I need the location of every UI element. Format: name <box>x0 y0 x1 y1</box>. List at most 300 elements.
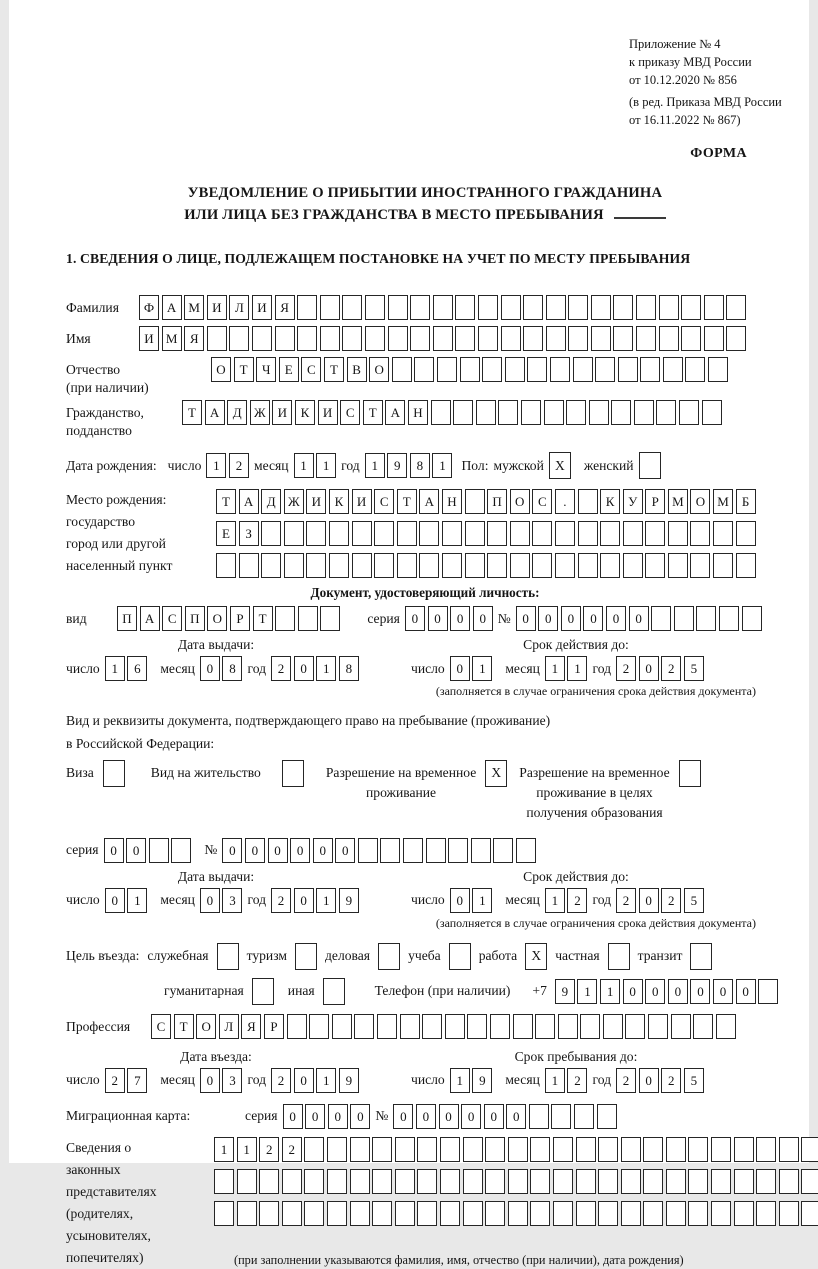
char-cell <box>397 553 417 578</box>
char-cell: 0 <box>639 888 659 913</box>
char-cell <box>508 1137 528 1162</box>
char-cell <box>640 357 660 382</box>
doc-number-cells <box>516 606 762 631</box>
char-cell <box>736 521 756 546</box>
stay-doc-dates <box>66 869 784 913</box>
purpose-humanitarian-label: гуманитарная <box>164 983 244 999</box>
char-cell <box>320 326 340 351</box>
char-cell <box>453 400 473 425</box>
stay-doc-note: (заполняется в случае ограничения срока действия документа) <box>435 915 756 930</box>
char-cell <box>685 357 705 382</box>
char-cell <box>400 1014 420 1039</box>
char-cell: И <box>272 400 292 425</box>
char-cell <box>546 326 566 351</box>
stay-until-fields <box>411 1068 784 1093</box>
month-label: месяц <box>160 892 195 908</box>
char-cell <box>237 1169 257 1194</box>
char-cell <box>216 553 236 578</box>
char-cell <box>392 357 412 382</box>
char-cell <box>440 1201 460 1226</box>
char-cell <box>756 1169 776 1194</box>
purpose-label: Цель въезда: <box>66 948 140 964</box>
char-cell <box>779 1201 799 1226</box>
stay-doc-series-row <box>66 838 784 863</box>
char-cell: А <box>419 489 439 514</box>
char-cell <box>448 838 468 863</box>
char-cell: 0 <box>561 606 581 631</box>
char-cell <box>388 295 408 320</box>
representatives-block <box>66 1137 784 1269</box>
issue-date-title: Дата выдачи: <box>177 637 255 653</box>
char-cell: Е <box>216 521 236 546</box>
surname-row <box>66 295 784 320</box>
char-cell: А <box>162 295 182 320</box>
sex-female-label: женский <box>583 457 634 473</box>
char-cell: 7 <box>127 1068 147 1093</box>
char-cell <box>327 1169 347 1194</box>
char-cell: 0 <box>538 606 558 631</box>
char-cell <box>734 1137 754 1162</box>
purpose-work-checkbox: X <box>525 943 547 970</box>
surname-cells <box>139 295 746 320</box>
char-cell: 0 <box>428 606 448 631</box>
sex-female-checkbox <box>639 452 661 479</box>
char-cell <box>419 553 439 578</box>
month-label: месяц <box>160 660 195 676</box>
stay-expiry-year-cells <box>616 888 704 913</box>
char-cell <box>558 1014 578 1039</box>
char-cell <box>736 553 756 578</box>
char-cell <box>591 295 611 320</box>
char-cell <box>287 1014 307 1039</box>
representatives-row3 <box>214 1201 818 1226</box>
char-cell <box>668 553 688 578</box>
char-cell <box>487 521 507 546</box>
char-cell <box>527 357 547 382</box>
day-label: число <box>66 892 100 908</box>
char-cell <box>663 357 683 382</box>
stay-doc-intro: Вид и реквизиты документа, подтверждающего право на пребывание (проживание) в Российской Федерации: <box>66 713 551 752</box>
char-cell: 0 <box>473 606 493 631</box>
char-cell: 0 <box>690 979 710 1004</box>
char-cell: 0 <box>439 1104 459 1129</box>
char-cell: 2 <box>282 1137 302 1162</box>
char-cell <box>688 1169 708 1194</box>
char-cell <box>568 295 588 320</box>
char-cell <box>465 553 485 578</box>
char-cell <box>690 553 710 578</box>
char-cell <box>320 606 340 631</box>
char-cell: 8 <box>222 656 242 681</box>
char-cell: М <box>184 295 204 320</box>
char-cell <box>779 1137 799 1162</box>
appendix-note-line: от 16.11.2022 № 867) <box>629 113 741 127</box>
char-cell: С <box>301 357 321 382</box>
char-cell: 0 <box>283 1104 303 1129</box>
char-cell: 1 <box>577 979 597 1004</box>
char-cell: 1 <box>105 656 125 681</box>
birth-place-row3 <box>216 553 756 578</box>
char-cell <box>555 553 575 578</box>
char-cell: 1 <box>316 656 336 681</box>
citizenship-cells <box>182 400 722 425</box>
char-cell: 0 <box>461 1104 481 1129</box>
char-cell: 5 <box>684 1068 704 1093</box>
char-cell <box>297 326 317 351</box>
char-cell <box>551 1104 571 1129</box>
char-cell <box>568 326 588 351</box>
char-cell: 0 <box>268 838 288 863</box>
until-year-cells <box>616 1068 704 1093</box>
char-cell: Я <box>275 295 295 320</box>
given-name-row <box>66 326 784 351</box>
char-cell <box>532 521 552 546</box>
until-day-cells <box>450 1068 493 1093</box>
char-cell <box>259 1169 279 1194</box>
char-cell: Т <box>253 606 273 631</box>
char-cell: И <box>207 295 227 320</box>
char-cell <box>716 1014 736 1039</box>
char-cell: 2 <box>661 1068 681 1093</box>
char-cell <box>742 606 762 631</box>
char-cell: 0 <box>200 656 220 681</box>
char-cell <box>671 1014 691 1039</box>
patronymic-label: Отчество (при наличии) <box>66 361 149 396</box>
doc-kind-cells <box>117 606 340 631</box>
expiry-date-title: Срок действия до: <box>523 637 629 653</box>
temp-residence-checkbox: X <box>485 760 507 787</box>
char-cell <box>666 1201 686 1226</box>
char-cell: 1 <box>214 1137 234 1162</box>
char-cell: Р <box>645 489 665 514</box>
char-cell <box>171 838 191 863</box>
purpose-official-checkbox <box>217 943 239 970</box>
char-cell: 0 <box>335 838 355 863</box>
char-cell <box>252 326 272 351</box>
year-label: год <box>341 457 360 473</box>
char-cell: А <box>140 606 160 631</box>
char-cell: 0 <box>736 979 756 1004</box>
char-cell: И <box>252 295 272 320</box>
char-cell: О <box>510 489 530 514</box>
stay-expiry-month-cells <box>545 888 588 913</box>
char-cell <box>659 326 679 351</box>
char-cell: 0 <box>583 606 603 631</box>
char-cell: 0 <box>245 838 265 863</box>
char-cell <box>463 1169 483 1194</box>
char-cell <box>603 1014 623 1039</box>
char-cell <box>666 1137 686 1162</box>
char-cell: 6 <box>127 656 147 681</box>
char-cell: 0 <box>516 606 536 631</box>
char-cell <box>410 295 430 320</box>
char-cell <box>350 1201 370 1226</box>
purpose-other-checkbox <box>323 978 345 1005</box>
char-cell: 8 <box>410 453 430 478</box>
char-cell <box>374 553 394 578</box>
doc-number-label: № <box>497 610 511 626</box>
char-cell: Р <box>230 606 250 631</box>
section1-heading: 1. СВЕДЕНИЯ О ЛИЦЕ, ПОДЛЕЖАЩЕМ ПОСТАНОВКЕ НА УЧЕТ ПО МЕСТУ ПРЕБЫВАНИЯ <box>66 250 691 266</box>
profession-label: Профессия <box>66 1018 131 1034</box>
char-cell: 1 <box>127 888 147 913</box>
char-cell <box>573 357 593 382</box>
char-cell: 2 <box>661 656 681 681</box>
stay-doc-options <box>66 760 784 824</box>
doc-series-label: серия <box>367 610 400 626</box>
char-cell <box>621 1201 641 1226</box>
stay-series-cells <box>104 838 192 863</box>
char-cell: Т <box>216 489 236 514</box>
char-cell <box>598 1137 618 1162</box>
purpose-private-label: частная <box>555 948 600 964</box>
char-cell <box>478 295 498 320</box>
year-label: год <box>247 892 267 908</box>
char-cell <box>417 1137 437 1162</box>
char-cell <box>417 1169 437 1194</box>
entry-year-cells <box>271 1068 359 1093</box>
citizenship-row <box>66 400 784 441</box>
char-cell <box>566 400 586 425</box>
expiry-month-cells <box>545 656 588 681</box>
char-cell <box>621 1137 641 1162</box>
issue-year-cells <box>271 656 359 681</box>
char-cell <box>261 553 281 578</box>
char-cell <box>613 326 633 351</box>
stay-series-label: серия <box>66 842 99 858</box>
appendix-line: к приказу МВД России <box>629 54 752 69</box>
char-cell <box>666 1169 686 1194</box>
char-cell <box>442 521 462 546</box>
char-cell <box>471 838 491 863</box>
char-cell: И <box>318 400 338 425</box>
char-cell: 1 <box>472 888 492 913</box>
char-cell <box>516 838 536 863</box>
char-cell <box>395 1137 415 1162</box>
char-cell: 0 <box>313 838 333 863</box>
char-cell: Ф <box>139 295 159 320</box>
char-cell: . <box>555 489 575 514</box>
purpose-business-label: деловая <box>325 948 371 964</box>
char-cell <box>623 521 643 546</box>
char-cell <box>442 553 462 578</box>
char-cell <box>275 326 295 351</box>
representatives-cells <box>214 1137 818 1269</box>
migration-series-cells <box>283 1104 371 1129</box>
char-cell: Т <box>234 357 254 382</box>
char-cell <box>482 357 502 382</box>
char-cell: С <box>340 400 360 425</box>
char-cell <box>597 1104 617 1129</box>
purpose-transit-checkbox <box>690 943 712 970</box>
char-cell <box>600 553 620 578</box>
migration-card-label: Миграционная карта: <box>66 1108 191 1124</box>
option-visa: Виза <box>66 760 125 787</box>
char-cell: 0 <box>645 979 665 1004</box>
char-cell: Т <box>182 400 202 425</box>
stay-until-title: Срок пребывания до: <box>514 1048 638 1064</box>
char-cell <box>648 1014 668 1039</box>
char-cell <box>437 357 457 382</box>
char-cell: Е <box>279 357 299 382</box>
char-cell <box>284 553 304 578</box>
entry-date-fields <box>66 1068 411 1093</box>
char-cell <box>417 1201 437 1226</box>
year-label: год <box>592 1072 612 1088</box>
char-cell: Ч <box>256 357 276 382</box>
char-cell <box>465 521 485 546</box>
char-cell <box>487 553 507 578</box>
char-cell: 0 <box>222 838 242 863</box>
char-cell <box>397 521 417 546</box>
char-cell <box>693 1014 713 1039</box>
birth-place-block <box>66 489 784 585</box>
char-cell <box>643 1169 663 1194</box>
birth-place-row1 <box>216 489 756 514</box>
char-cell: К <box>600 489 620 514</box>
form-page <box>9 0 809 1267</box>
char-cell: 0 <box>294 656 314 681</box>
char-cell: Н <box>442 489 462 514</box>
char-cell <box>433 326 453 351</box>
char-cell <box>214 1169 234 1194</box>
char-cell <box>574 1104 594 1129</box>
char-cell <box>358 838 378 863</box>
char-cell <box>239 553 259 578</box>
char-cell <box>327 1137 347 1162</box>
char-cell: П <box>487 489 507 514</box>
char-cell <box>550 357 570 382</box>
char-cell: 0 <box>623 979 643 1004</box>
purpose-row2 <box>164 978 784 1005</box>
representatives-row1 <box>214 1137 818 1162</box>
until-month-cells <box>545 1068 588 1093</box>
char-cell: Л <box>219 1014 239 1039</box>
char-cell <box>431 400 451 425</box>
expiry-date-fields <box>411 656 784 681</box>
char-cell <box>388 326 408 351</box>
entry-date-title: Дата въезда: <box>180 1048 252 1064</box>
char-cell: Ж <box>284 489 304 514</box>
char-cell: И <box>139 326 159 351</box>
char-cell <box>505 357 525 382</box>
option-temp-residence-education: Разрешение на временное проживание в целях получения образования <box>519 760 700 824</box>
char-cell: И <box>306 489 326 514</box>
char-cell <box>578 521 598 546</box>
char-cell <box>485 1169 505 1194</box>
char-cell <box>530 1169 550 1194</box>
char-cell: С <box>162 606 182 631</box>
stay-issue-day-cells <box>105 888 148 913</box>
char-cell <box>625 1014 645 1039</box>
title-blank-underline <box>614 204 666 219</box>
char-cell: О <box>690 489 710 514</box>
char-cell: 2 <box>661 888 681 913</box>
char-cell <box>329 553 349 578</box>
representatives-note: (при заполнении указываются фамилия, имя, отчество (при наличии), дата рождения) <box>234 1252 684 1267</box>
char-cell: Т <box>174 1014 194 1039</box>
char-cell <box>306 521 326 546</box>
char-cell <box>553 1137 573 1162</box>
char-cell <box>530 1137 550 1162</box>
entry-dates <box>66 1049 784 1093</box>
migration-series-label: серия <box>245 1108 278 1124</box>
char-cell: 1 <box>450 1068 470 1093</box>
patronymic-row <box>66 357 784 398</box>
char-cell <box>365 295 385 320</box>
char-cell: 0 <box>450 888 470 913</box>
char-cell <box>282 1169 302 1194</box>
char-cell <box>342 326 362 351</box>
char-cell <box>535 1014 555 1039</box>
char-cell <box>532 553 552 578</box>
char-cell: 1 <box>365 453 385 478</box>
char-cell <box>634 400 654 425</box>
char-cell <box>679 400 699 425</box>
char-cell <box>704 326 724 351</box>
char-cell <box>455 326 475 351</box>
char-cell: И <box>352 489 372 514</box>
form-title-line1: УВЕДОМЛЕНИЕ О ПРИБЫТИИ ИНОСТРАННОГО ГРАЖДАНИНА <box>187 184 663 201</box>
char-cell <box>576 1201 596 1226</box>
char-cell: З <box>239 521 259 546</box>
char-cell <box>501 326 521 351</box>
day-label: число <box>66 1072 100 1088</box>
char-cell <box>591 326 611 351</box>
phone-cells <box>555 979 778 1004</box>
char-cell: 0 <box>606 606 626 631</box>
char-cell: К <box>329 489 349 514</box>
char-cell <box>426 838 446 863</box>
char-cell <box>365 326 385 351</box>
char-cell: Я <box>184 326 204 351</box>
expiry-day-cells <box>450 656 493 681</box>
expiry-date-title: Срок действия до: <box>523 868 629 884</box>
char-cell: 2 <box>567 1068 587 1093</box>
char-cell: 1 <box>545 888 565 913</box>
char-cell <box>261 521 281 546</box>
issue-date-title: Дата выдачи: <box>177 868 255 884</box>
migration-number-cells <box>393 1104 616 1129</box>
patronymic-cells <box>211 357 728 382</box>
char-cell <box>523 326 543 351</box>
char-cell: 2 <box>271 656 291 681</box>
char-cell: Д <box>261 489 281 514</box>
char-cell <box>513 1014 533 1039</box>
char-cell <box>713 521 733 546</box>
char-cell <box>304 1201 324 1226</box>
char-cell: О <box>211 357 231 382</box>
purpose-transit-label: транзит <box>637 948 683 964</box>
char-cell <box>600 521 620 546</box>
char-cell: В <box>347 357 367 382</box>
char-cell <box>589 400 609 425</box>
char-cell: 0 <box>305 1104 325 1129</box>
char-cell <box>681 295 701 320</box>
day-label: число <box>411 1072 445 1088</box>
char-cell: 1 <box>600 979 620 1004</box>
char-cell <box>659 295 679 320</box>
month-label: месяц <box>505 660 540 676</box>
char-cell <box>304 1169 324 1194</box>
birth-year-cells <box>365 453 453 478</box>
char-cell <box>529 1104 549 1129</box>
issue-date-fields <box>66 888 411 913</box>
char-cell <box>372 1169 392 1194</box>
appendix-line: от 10.12.2020 № 856 <box>629 72 737 87</box>
char-cell: 3 <box>222 1068 242 1093</box>
char-cell: 9 <box>339 1068 359 1093</box>
